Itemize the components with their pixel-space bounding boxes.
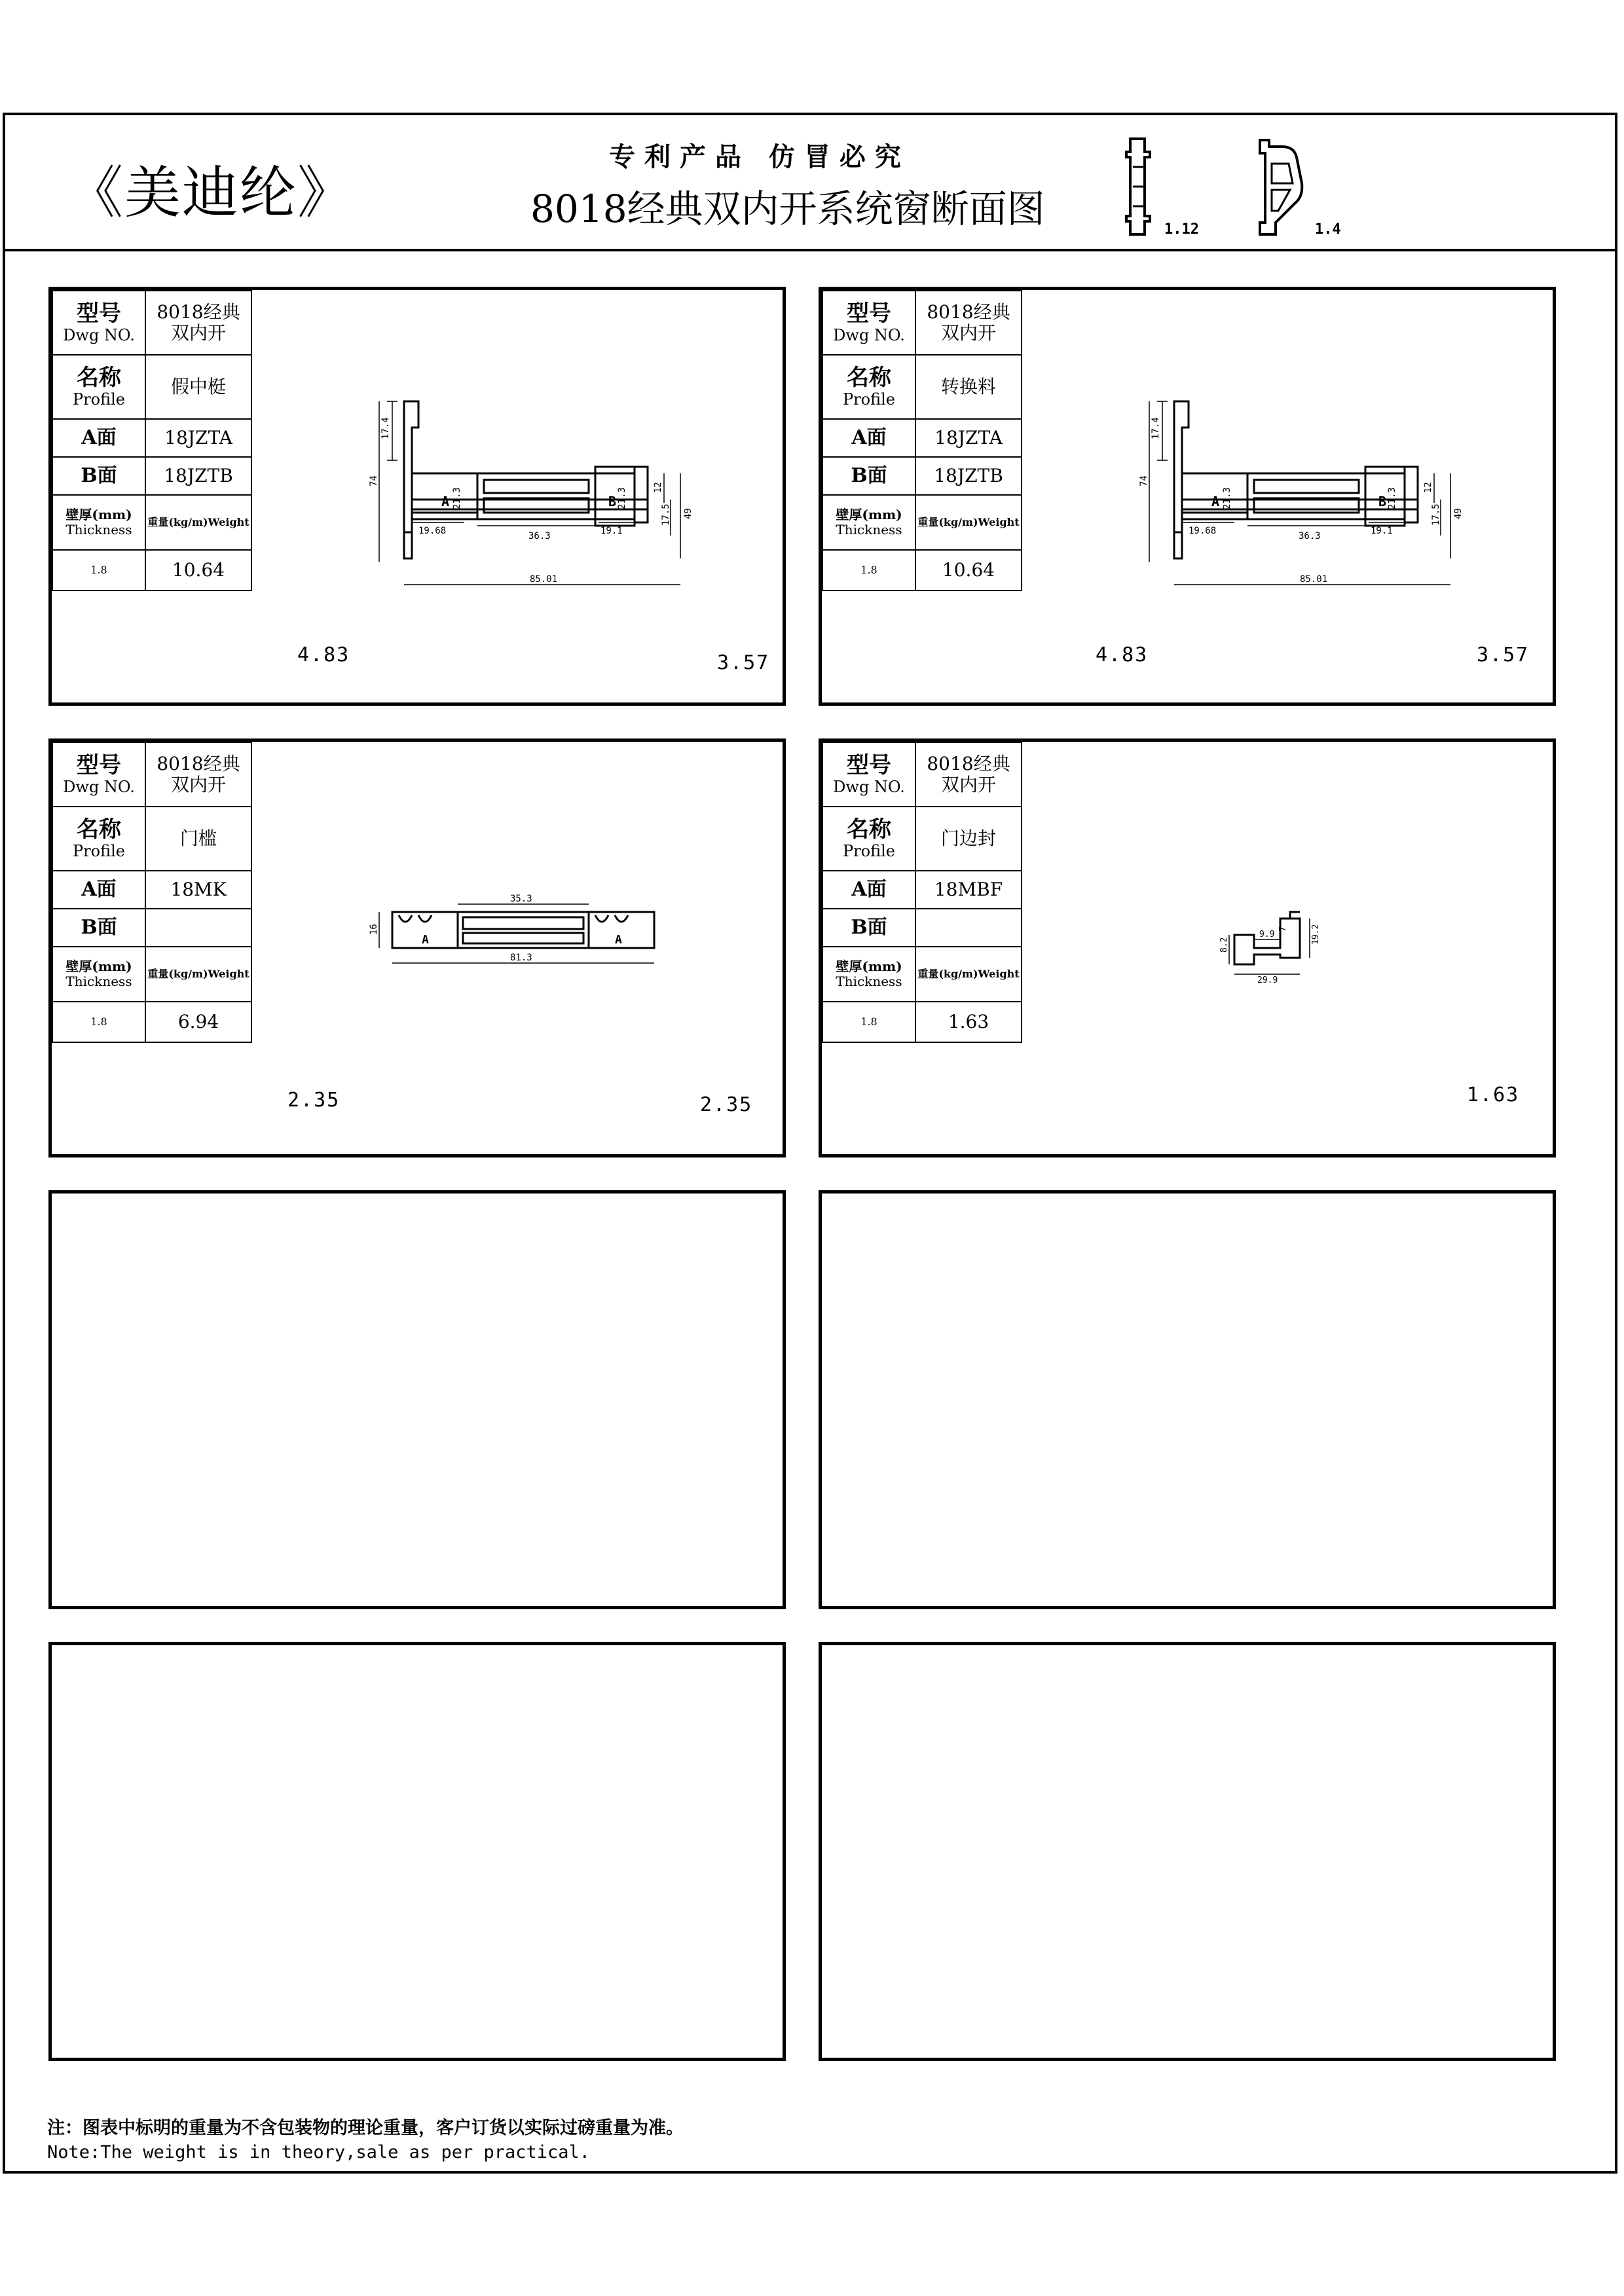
thickness-label: 壁厚(mm) (836, 958, 902, 974)
dwg-value: 8018经典 (927, 301, 1010, 323)
thickness-value: 1.8 (860, 563, 877, 576)
profile-label-en: Profile (73, 390, 125, 409)
dwg-value-2: 双内开 (940, 774, 996, 795)
weight-label-en: Weight (208, 515, 249, 528)
profile-panel-2 (819, 287, 1556, 706)
a-face-label: A面 (81, 877, 117, 901)
dwg-label-en: Dwg NO. (833, 777, 905, 796)
dim-19-68: 19.68 (1189, 526, 1217, 536)
a-face-code: 18JZTA (164, 426, 232, 448)
right-value: 3.57 (1477, 644, 1530, 666)
dwg-value: 8018经典 (927, 752, 1010, 774)
thickness-label-en: Thickness (65, 522, 132, 538)
section-drawing-side-seal (1215, 899, 1346, 984)
a-face-label: A面 (851, 877, 887, 901)
dim-85-01: 85.01 (1300, 574, 1328, 585)
dim-21-3-a: 21.3 (452, 487, 462, 509)
dim-29-9: 29.9 (1257, 975, 1278, 985)
dwg-label: 型号 (847, 300, 891, 327)
thickness-value: 1.8 (90, 563, 107, 576)
dim-85-01: 85.01 (530, 574, 558, 585)
weight-label: 重量(kg/m) (917, 967, 978, 980)
profile-value: 假中梃 (170, 375, 226, 397)
left-value: 4.83 (1096, 644, 1149, 666)
profile-label: 名称 (847, 364, 891, 391)
b-face-label: B面 (851, 464, 887, 487)
footer-note-cn: 注：图表中标明的重量为不含包装物的理论重量，客户订货以实际过磅重量为准。 (47, 2118, 684, 2138)
dim-81-3: 81.3 (510, 953, 532, 963)
dwg-value: 8018经典 (157, 752, 240, 774)
thickness-label: 壁厚(mm) (65, 507, 132, 522)
dwg-label: 型号 (77, 752, 121, 778)
b-face-code: 18JZTB (934, 464, 1003, 486)
weight-value: 10.64 (172, 558, 225, 581)
profile-value: 门槛 (179, 827, 217, 849)
dim-9-9: 9.9 (1259, 930, 1275, 939)
thickness-label: 壁厚(mm) (836, 507, 902, 522)
dim-7: 7 (1278, 926, 1288, 932)
face-a-mark: A (1211, 494, 1220, 509)
dwg-value-2: 双内开 (940, 322, 996, 344)
face-a-mark: A (441, 494, 450, 509)
patent-notice: 专利产品 仿冒必究 (609, 141, 910, 172)
b-face-label: B面 (851, 915, 887, 939)
dim-19-2: 19.2 (1311, 924, 1321, 945)
dwg-value: 8018经典 (157, 301, 240, 323)
dwg-label-en: Dwg NO. (833, 325, 905, 344)
dim-12: 12 (653, 482, 663, 493)
a-face-label: A面 (81, 426, 117, 449)
weight-label-en: Weight (208, 967, 249, 980)
dim-49: 49 (1453, 508, 1464, 519)
face-b-mark: B (1378, 494, 1387, 509)
dim-36-3: 36.3 (1299, 531, 1321, 541)
header-divider (3, 249, 1617, 251)
dim-74: 74 (1139, 475, 1149, 486)
profile-label-en: Profile (843, 390, 895, 409)
dwg-label-en: Dwg NO. (63, 777, 135, 796)
spec-table (822, 742, 1022, 1043)
a-face-code: 18MK (170, 878, 227, 900)
profile-panel-4 (819, 738, 1556, 1157)
dim-49: 49 (683, 508, 693, 519)
profile-panel-3 (48, 738, 786, 1157)
b-face-code: 18JZTB (164, 464, 233, 486)
footer-note-en: Note:The weight is in theory,sale as per practical. (47, 2142, 591, 2162)
a-face-label: A面 (851, 426, 887, 449)
right-value: 2.35 (700, 1093, 753, 1116)
dim-21-3-b: 21.3 (617, 487, 627, 509)
weight-value: 10.64 (942, 558, 995, 581)
section-drawing-transom (1139, 388, 1516, 604)
spec-table (52, 742, 252, 1043)
empty-panel-8 (819, 1642, 1556, 2061)
left-value: 2.35 (287, 1089, 341, 1112)
weight-value: 1.63 (948, 1010, 989, 1032)
dwg-label: 型号 (847, 752, 891, 778)
profile-panel-1 (48, 287, 786, 706)
face-a-mark-2: A (615, 933, 622, 947)
section-drawing-mullion (369, 388, 746, 604)
dwg-label: 型号 (77, 300, 121, 327)
dim-12: 12 (1423, 482, 1433, 493)
thickness-label-en: Thickness (836, 974, 902, 989)
thumbnail-label-1: 1.12 (1164, 221, 1199, 238)
profile-label-en: Profile (73, 841, 125, 860)
a-face-code: 18JZTA (934, 426, 1003, 448)
weight-label: 重量(kg/m) (147, 967, 208, 980)
document-title: 8018经典双内开系统窗断面图 (530, 187, 1045, 231)
thickness-label-en: Thickness (65, 974, 132, 989)
weight-label: 重量(kg/m) (147, 515, 208, 528)
weight-label-en: Weight (978, 967, 1020, 980)
spec-table (822, 290, 1022, 591)
dwg-value-2: 双内开 (170, 322, 226, 344)
face-b-mark: B (608, 494, 617, 509)
weight-label-en: Weight (978, 515, 1020, 528)
right-value: 1.63 (1467, 1084, 1520, 1106)
dim-17-4: 17.4 (380, 417, 391, 439)
profile-label-en: Profile (843, 841, 895, 860)
profile-label: 名称 (847, 816, 891, 843)
dim-74: 74 (369, 475, 379, 486)
thumbnail-label-2: 1.4 (1315, 221, 1341, 238)
dim-8-2: 8.2 (1219, 937, 1229, 953)
profile-value: 门边封 (940, 827, 996, 849)
a-face-code: 18MBF (934, 878, 1003, 900)
dim-19-1: 19.1 (600, 526, 623, 536)
thickness-label: 壁厚(mm) (65, 958, 132, 974)
profile-label: 名称 (77, 364, 121, 391)
thickness-value: 1.8 (90, 1015, 107, 1028)
spec-table (52, 290, 252, 591)
left-value: 4.83 (297, 644, 350, 666)
right-value: 3.57 (717, 651, 770, 674)
dim-21-3-b: 21.3 (1387, 487, 1397, 509)
weight-label: 重量(kg/m) (917, 515, 978, 528)
profile-value: 转换料 (940, 375, 996, 397)
face-a-mark: A (422, 933, 429, 947)
brand-name: 《美迪纶》 (67, 160, 355, 226)
dim-16: 16 (369, 924, 379, 935)
thumbnail-profile-1 (1125, 137, 1158, 236)
dim-21-3-a: 21.3 (1222, 487, 1232, 509)
thickness-label-en: Thickness (836, 522, 902, 538)
dim-17-5: 17.5 (1431, 503, 1441, 526)
dim-35-3: 35.3 (510, 894, 532, 904)
dim-17-4: 17.4 (1151, 417, 1161, 439)
dim-19-1: 19.1 (1371, 526, 1393, 536)
profile-label: 名称 (77, 816, 121, 843)
thickness-value: 1.8 (860, 1015, 877, 1028)
dwg-value-2: 双内开 (170, 774, 226, 795)
dwg-label-en: Dwg NO. (63, 325, 135, 344)
section-drawing-sill (353, 886, 693, 977)
weight-value: 6.94 (177, 1010, 219, 1032)
dim-19-68: 19.68 (418, 526, 447, 536)
dim-17-5: 17.5 (661, 503, 671, 526)
empty-panel-7 (48, 1642, 786, 2061)
empty-panel-6 (819, 1190, 1556, 1609)
b-face-label: B面 (81, 464, 117, 487)
b-face-label: B面 (81, 915, 117, 939)
thumbnail-profile-2 (1256, 137, 1308, 236)
dim-36-3: 36.3 (528, 531, 551, 541)
empty-panel-5 (48, 1190, 786, 1609)
